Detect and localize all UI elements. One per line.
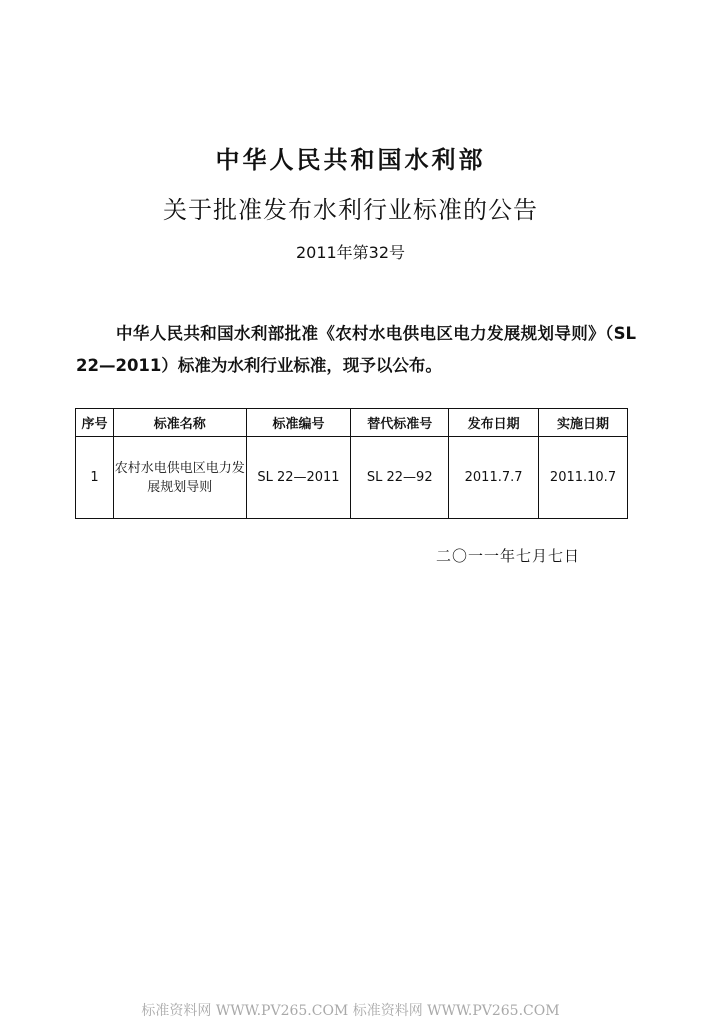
cell-name: 农村水电供电区电力发展规划导则: [113, 437, 246, 519]
announcement-number: 2011年第32号: [295, 243, 406, 262]
cell-code: SL 22—2011: [246, 437, 351, 519]
signature-date: 二〇一一年七月七日: [436, 547, 581, 565]
announcement-title: 关于批准发布水利行业标准的公告: [163, 196, 538, 224]
table-row: [76, 437, 628, 519]
header-name: 标准名称: [113, 409, 246, 437]
cell-replaces: SL 22—92: [351, 437, 449, 519]
ministry-name: 中华人民共和国水利部: [215, 145, 486, 174]
cell-effective: 2011.10.7: [539, 437, 628, 519]
header-code: 标准编号: [246, 409, 351, 437]
table-header-row: [76, 409, 628, 437]
header-issued: 发布日期: [449, 409, 539, 437]
announcement-body: 中华人民共和国水利部批准《农村水电供电区电力发展规划导则》（SL 22—2011）标准为水利行业标准，现予以公布。: [76, 324, 636, 375]
cell-issued: 2011.7.7: [449, 437, 539, 519]
watermark-footer: 标准资料网 WWW.PV265.COM 标准资料网 WWW.PV265.COM: [141, 1003, 560, 1019]
header-replaces: 替代标准号: [351, 409, 449, 437]
standards-table: [75, 408, 628, 519]
header-seq: 序号: [76, 409, 114, 437]
cell-seq: 1: [76, 437, 114, 519]
header-effective: 实施日期: [539, 409, 628, 437]
